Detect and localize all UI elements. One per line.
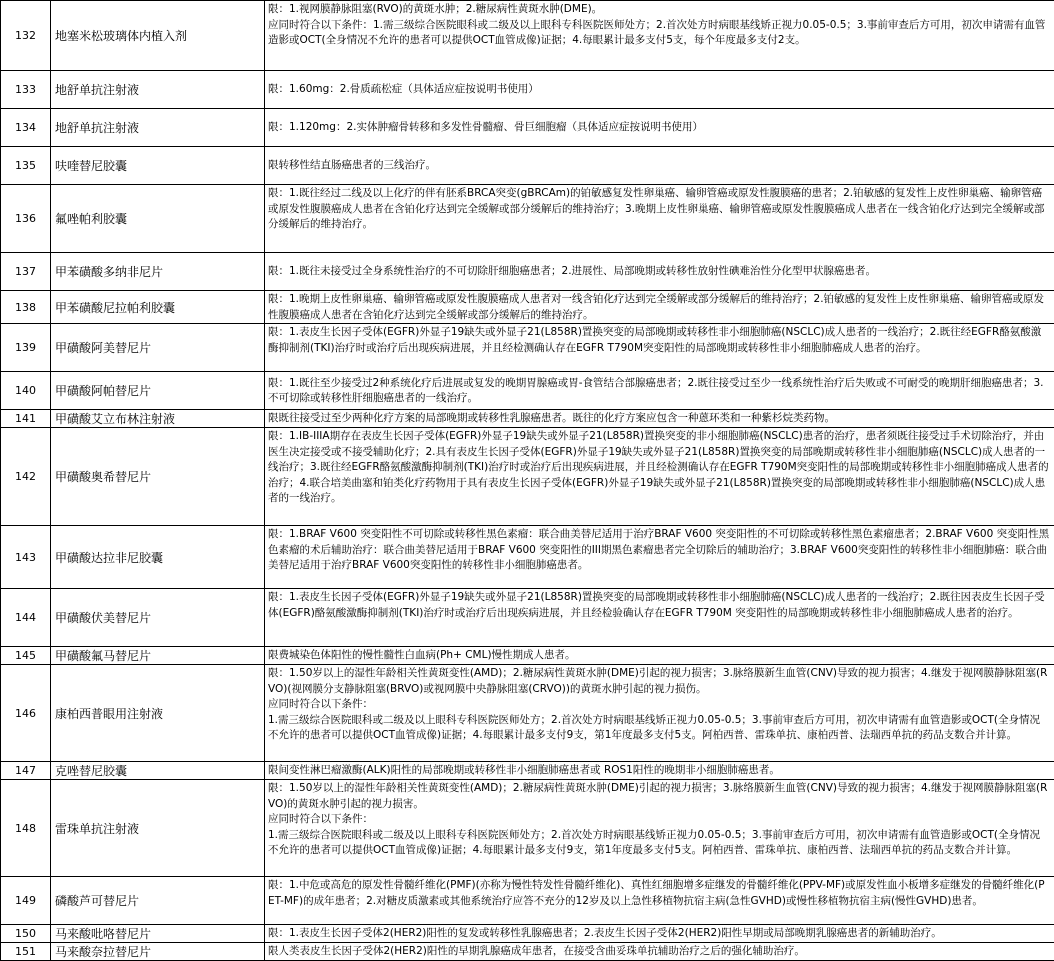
row-number: 142 <box>1 428 51 526</box>
table-row <box>1 147 1054 185</box>
drug-name: 氟唑帕利胶囊 <box>51 185 265 253</box>
drug-name: 甲磺酸艾立布林注射液 <box>51 410 265 428</box>
table-row <box>1 780 1054 877</box>
table-row <box>1 877 1054 925</box>
drug-name: 甲苯磺酸尼拉帕利胶囊 <box>51 291 265 324</box>
drug-restriction: 限：1.50岁以上的湿性年龄相关性黄斑变性(AMD)；2.糖尿病性黄斑水肿(DME)引起的视力损害；3.脉络膜新生血管(CNV)导致的视力损害；4.继发于视网膜静脉阻塞(RVO)的黄斑水肿引起的视力损害。 应同时符合以下条件： 1.需三级综合医院眼科或二级及以上眼科专科医院医师处方；2.首次处方时病眼基线矫正视力0.05-0.5；3.事前审查后方可用，初次申请需有血管造影或OCT(全身情况不允许的患者可以提供OCT血管成像)证据；4.每眼累计最多支付9支，第1年度最多支付5支。阿柏西普、雷珠单抗、康柏西普、法瑞西单抗的药品支数合并计算。 <box>265 780 1054 877</box>
table-row <box>1 185 1054 253</box>
drug-name: 甲磺酸阿帕替尼片 <box>51 372 265 410</box>
row-number: 144 <box>1 589 51 647</box>
row-number: 146 <box>1 665 51 762</box>
drug-restriction: 限：1.120mg：2.实体肿瘤骨转移和多发性骨髓瘤、骨巨细胞瘤（具体适应症按说明书使用） <box>265 109 1054 147</box>
drug-restriction: 限转移性结直肠癌患者的三线治疗。 <box>265 147 1054 185</box>
row-number: 133 <box>1 71 51 109</box>
row-number: 137 <box>1 253 51 291</box>
table-row <box>1 647 1054 665</box>
drug-restriction: 限：1.IB-IIIA期存在表皮生长因子受体(EGFR)外显子19缺失或外显子21(L858R)置换突变的非小细胞肺癌(NSCLC)患者的治疗，患者须既往接受过手术切除治疗，并由医生决定接受或不接受辅助化疗；2.具有表皮生长因子受体(EGFR)外显子19缺失或外显子21(L858R)置换突变的局部晚期或转移性非小细胞肺癌(NSCLC)成人患者的一线治疗；3.既往经EGFR酪氨酸激酶抑制剂(TKI)治疗时或治疗后出现疾病进展，并且经检测确认存在EGFR T790M突变阳性的局部晚期或转移性非小细胞肺癌成人患者的治疗；4.联合培美曲塞和铂类化疗药物用于具有表皮生长因子受体(EGFR)外显子19缺失或外显子21(L858R)置换突变的局部晚期或转移性非小细胞肺癌(NSCLC)成人患者的一线治疗。 <box>265 428 1054 526</box>
drug-restriction: 限：1.中危或高危的原发性骨髓纤维化(PMF)(亦称为慢性特发性骨髓纤维化)、真性红细胞增多症继发的骨髓纤维化(PPV-MF)或原发性血小板增多症继发的骨髓纤维化(PET-MF)的成年患者；2.对糖皮质激素或其他系统治疗应答不充分的12岁及以上急性移植物抗宿主病(急性GVHD)或慢性移植物抗宿主病(慢性GVHD)患者。 <box>265 877 1054 925</box>
drug-name: 磷酸芦可替尼片 <box>51 877 265 925</box>
drug-restriction: 限：1.既往未接受过全身系统性治疗的不可切除肝细胞癌患者；2.进展性、局部晚期或转移性放射性碘难治性分化型甲状腺癌患者。 <box>265 253 1054 291</box>
row-number: 141 <box>1 410 51 428</box>
table-row <box>1 372 1054 410</box>
row-number: 148 <box>1 780 51 877</box>
table-row <box>1 71 1054 109</box>
drug-name: 马来酸奈拉替尼片 <box>51 943 265 961</box>
drug-restriction: 限人类表皮生长因子受体2(HER2)阳性的早期乳腺癌成年患者，在接受含曲妥珠单抗辅助治疗之后的强化辅助治疗。 <box>265 943 1054 961</box>
drug-restriction: 限既往接受过至少两种化疗方案的局部晚期或转移性乳腺癌患者。既往的化疗方案应包含一种蒽环类和一种紫杉烷类药物。 <box>265 410 1054 428</box>
drug-restriction: 限：1.表皮生长因子受体(EGFR)外显子19缺失或外显子21(L858R)置换突变的局部晚期或转移性非小细胞肺癌(NSCLC)成人患者的一线治疗；2.既往经EGFR酪氨酸激酶抑制剂(TKI)治疗时或治疗后出现疾病进展，并且经检测确认存在EGFR T790M突变阳性的局部晚期或转移性非小细胞肺癌成人患者的治疗。 <box>265 324 1054 372</box>
drug-name: 马来酸吡咯替尼片 <box>51 925 265 943</box>
drug-restriction: 限：1.表皮生长因子受体(EGFR)外显子19缺失或外显子21(L858R)置换突变的局部晚期或转移性非小细胞肺癌(NSCLC)成人患者的一线治疗；2.既往因表皮生长因子受体(EGFR)酪氨酸激酶抑制剂(TKI)治疗时或治疗后出现疾病进展，并且经检验确认存在EGFR T790M 突变阳性的局部晚期或转移性非小细胞肺癌成人患者的治疗。 <box>265 589 1054 647</box>
table-row <box>1 428 1054 526</box>
row-number: 136 <box>1 185 51 253</box>
row-number: 149 <box>1 877 51 925</box>
drug-restriction: 限：1.50岁以上的湿性年龄相关性黄斑变性(AMD)；2.糖尿病性黄斑水肿(DME)引起的视力损害；3.脉络膜新生血管(CNV)导致的视力损害；4.继发于视网膜静脉阻塞(RVO)(视网膜分支静脉阻塞(BRVO)或视网膜中央静脉阻塞(CRVO))的黄斑水肿引起的视力损伤。 应同时符合以下条件： 1.需三级综合医院眼科或二级及以上眼科专科医院医师处方；2.首次处方时病眼基线矫正视力0.05-0.5；3.事前审查后方可用，初次申请需有血管造影或OCT(全身情况不允许的患者可以提供OCT血管成像)证据；4.每眼累计最多支付9支，第1年度最多支付5支。阿柏西普、雷珠单抗、康柏西普、法瑞西单抗的药品支数合并计算。 <box>265 665 1054 762</box>
drug-name: 地舒单抗注射液 <box>51 109 265 147</box>
drug-restriction: 限：1.60mg：2.骨质疏松症（具体适应症按说明书使用） <box>265 71 1054 109</box>
row-number: 143 <box>1 526 51 589</box>
table-row <box>1 253 1054 291</box>
drug-restriction: 限：1.既往经过二线及以上化疗的伴有胚系BRCA突变(gBRCAm)的铂敏感复发性卵巢癌、输卵管癌或原发性腹膜癌的患者；2.铂敏感的复发性上皮性卵巢癌、输卵管癌或原发性腹膜癌成人患者在含铂化疗达到完全缓解或部分缓解后的维持治疗；3.晚期上皮性卵巢癌、输卵管癌或原发性腹膜癌成人患者在一线含铂化疗达到完全缓解或部分缓解后的维持治疗。 <box>265 185 1054 253</box>
table-row <box>1 1 1054 71</box>
row-number: 140 <box>1 372 51 410</box>
row-number: 147 <box>1 762 51 780</box>
drug-restriction: 限间变性淋巴瘤激酶(ALK)阳性的局部晚期或转移性非小细胞肺癌患者或 ROS1阳性的晚期非小细胞肺癌患者。 <box>265 762 1054 780</box>
drug-restriction: 限：1.表皮生长因子受体2(HER2)阳性的复发或转移性乳腺癌患者；2.表皮生长因子受体2(HER2)阳性早期或局部晚期乳腺癌患者的新辅助治疗。 <box>265 925 1054 943</box>
row-number: 145 <box>1 647 51 665</box>
table-row <box>1 291 1054 324</box>
row-number: 150 <box>1 925 51 943</box>
table-row <box>1 762 1054 780</box>
table-row <box>1 589 1054 647</box>
table-row <box>1 943 1054 961</box>
drug-name: 甲磺酸阿美替尼片 <box>51 324 265 372</box>
drug-name: 甲磺酸伏美替尼片 <box>51 589 265 647</box>
drug-restriction: 限：1.视网膜静脉阻塞(RVO)的黄斑水肿；2.糖尿病性黄斑水肿(DME)。 应同时符合以下条件：1.需三级综合医院眼科或二级及以上眼科专科医院医师处方；2.首次处方时病眼基线矫正视力0.05-0.5；3.事前审查后方可用，初次申请需有血管造影或OCT(全身情况不允许的患者可以提供OCT血管成像)证据；4.每眼累计最多支付5支，每个年度最多支付2支。 <box>265 1 1054 71</box>
drug-restriction: 限：1.晚期上皮性卵巢癌、输卵管癌或原发性腹膜癌成人患者对一线含铂化疗达到完全缓解或部分缓解后的维持治疗；2.铂敏感的复发性上皮性卵巢癌、输卵管癌或原发性腹膜癌成人患者在含铂化疗达到完全缓解或部分缓解后的维持治疗。 <box>265 291 1054 324</box>
drug-name: 地塞米松玻璃体内植入剂 <box>51 1 265 71</box>
row-number: 151 <box>1 943 51 961</box>
drug-name: 呋喹替尼胶囊 <box>51 147 265 185</box>
row-number: 138 <box>1 291 51 324</box>
drug-name: 雷珠单抗注射液 <box>51 780 265 877</box>
table-row <box>1 410 1054 428</box>
drug-name: 甲苯磺酸多纳非尼片 <box>51 253 265 291</box>
drug-name: 康柏西普眼用注射液 <box>51 665 265 762</box>
drug-restriction: 限费城染色体阳性的慢性髓性白血病(Ph+ CML)慢性期成人患者。 <box>265 647 1054 665</box>
drug-name: 甲磺酸氟马替尼片 <box>51 647 265 665</box>
table-row <box>1 109 1054 147</box>
table-row <box>1 665 1054 762</box>
drug-name: 克唑替尼胶囊 <box>51 762 265 780</box>
table-row <box>1 526 1054 589</box>
row-number: 139 <box>1 324 51 372</box>
drug-name: 地舒单抗注射液 <box>51 71 265 109</box>
drug-name: 甲磺酸奥希替尼片 <box>51 428 265 526</box>
table-row <box>1 324 1054 372</box>
table-row <box>1 925 1054 943</box>
row-number: 135 <box>1 147 51 185</box>
drug-name: 甲磺酸达拉非尼胶囊 <box>51 526 265 589</box>
drug-restriction: 限：1.既往至少接受过2种系统化疗后进展或复发的晚期胃腺癌或胃-食管结合部腺癌患者；2.既往接受过至少一线系统性治疗后失败或不可耐受的晚期肝细胞癌患者；3.不可切除或转移性肝细胞癌患者的一线治疗。 <box>265 372 1054 410</box>
row-number: 134 <box>1 109 51 147</box>
drug-restriction: 限：1.BRAF V600 突变阳性不可切除或转移性黑色素瘤：联合曲美替尼适用于治疗BRAF V600 突变阳性的不可切除或转移性黑色素瘤患者；2.BRAF V600 突变阳性黑色素瘤的术后辅助治疗：联合曲美替尼适用于BRAF V600 突变阳性的III期黑色素瘤患者完全切除后的辅助治疗；3.BRAF V600突变阳性的转移性非小细胞肺癌：联合曲美替尼适用于治疗BRAF V600突变阳性的转移性非小细胞肺癌患者。 <box>265 526 1054 589</box>
row-number: 132 <box>1 1 51 71</box>
